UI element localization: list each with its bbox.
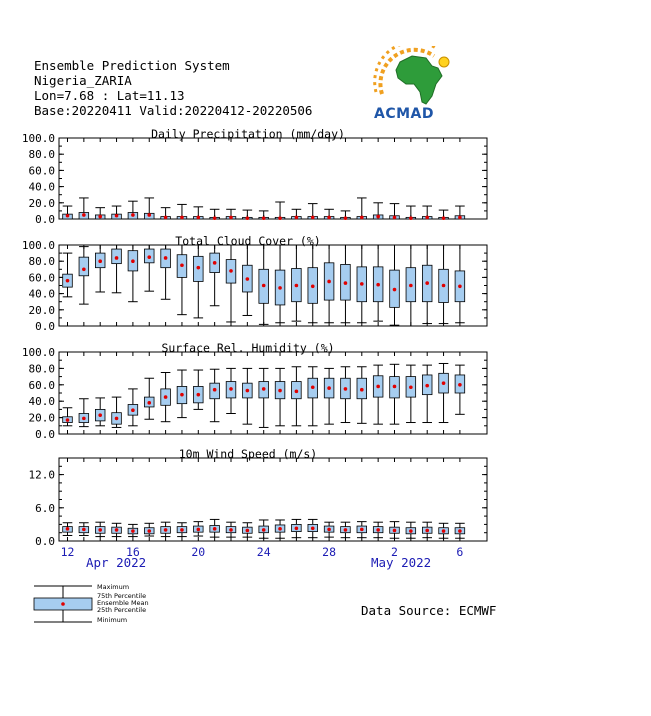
legend-label-minimum: Minimum — [97, 616, 128, 624]
ensemble-mean-dot — [82, 213, 86, 217]
ensemble-mean-dot — [393, 529, 397, 533]
box-1 — [63, 523, 73, 536]
box-16 — [308, 204, 318, 220]
ensemble-mean-dot — [409, 529, 413, 533]
ensemble-mean-dot — [164, 395, 168, 399]
ensemble-mean-dot — [278, 216, 282, 220]
ensemble-mean-dot — [82, 528, 86, 532]
y-tick-label: 40.0 — [28, 395, 55, 409]
ensemble-mean-dot — [82, 268, 86, 272]
box-6 — [144, 378, 154, 419]
box-25 — [455, 206, 465, 219]
ensemble-mean-dot — [311, 216, 315, 220]
ensemble-mean-dot — [360, 282, 364, 286]
y-tick-label: 60.0 — [28, 164, 55, 178]
legend-label-maximum: Maximum — [97, 583, 130, 591]
month-label-may: May 2022 — [371, 555, 432, 570]
box-24 — [439, 210, 449, 220]
logo-wordmark: ACMAD — [374, 106, 434, 122]
y-tick-label: 80.0 — [28, 148, 55, 162]
box-23 — [422, 206, 432, 219]
y-tick-label: 20.0 — [28, 411, 55, 425]
box-15 — [292, 367, 302, 426]
x-tick-label: 12 — [60, 545, 75, 559]
box-legend — [34, 583, 149, 624]
ensemble-mean-dot — [262, 528, 266, 532]
box-24 — [439, 363, 449, 422]
ensemble-mean-dot — [344, 281, 348, 285]
ensemble-mean-dot — [213, 216, 217, 220]
box-11 — [226, 245, 236, 322]
plot-frame — [59, 138, 487, 219]
box-18 — [341, 522, 351, 537]
box-4 — [112, 523, 122, 536]
box-25 — [455, 365, 465, 414]
box-2 — [79, 247, 89, 305]
box-8 — [177, 204, 187, 219]
box-20 — [373, 522, 383, 537]
ensemble-mean-dot — [376, 215, 380, 219]
ensemble-mean-dot — [131, 259, 135, 263]
ensemble-mean-dot — [197, 216, 201, 220]
ensemble-mean-dot — [311, 526, 315, 530]
box-5 — [128, 524, 138, 536]
x-tick-label: 16 — [125, 545, 140, 559]
legend-label-mean: Ensemble Mean — [97, 599, 149, 607]
box-2 — [79, 399, 89, 427]
box-20 — [373, 203, 383, 219]
ensemble-mean-dot — [229, 269, 233, 273]
ensemble-mean-dot — [115, 528, 119, 532]
ensemble-mean-dot — [164, 528, 168, 532]
ensemble-mean-dot — [147, 529, 151, 533]
box-21 — [390, 522, 400, 539]
ensemble-mean-dot — [98, 215, 102, 219]
box-19 — [357, 245, 367, 323]
ensemble-mean-dot — [327, 280, 331, 284]
box-14 — [275, 245, 285, 323]
box-12 — [243, 210, 253, 220]
box-19 — [357, 522, 367, 538]
box-15 — [292, 519, 302, 537]
y-tick-label: 60.0 — [28, 378, 55, 392]
ensemble-mean-dot — [458, 529, 462, 533]
box-3 — [95, 522, 105, 536]
box-4 — [112, 206, 122, 219]
ensemble-mean-dot — [229, 387, 233, 391]
box-16 — [308, 367, 318, 426]
ensemble-mean-dot — [409, 284, 413, 288]
box-13 — [259, 211, 269, 220]
ensemble-mean-dot — [376, 385, 380, 389]
ensemble-mean-dot — [425, 281, 429, 285]
ensemble-mean-dot — [409, 216, 413, 220]
ensemble-mean-dot — [409, 385, 413, 389]
station-coordinates: Lon=7.68 : Lat=11.13 — [34, 88, 185, 103]
ensemble-mean-dot — [66, 279, 70, 283]
ensemble-mean-dot — [147, 213, 151, 217]
box-19 — [357, 198, 367, 219]
y-tick-label: 0.0 — [35, 535, 55, 548]
ensemble-mean-dot — [278, 389, 282, 393]
ensemble-mean-dot — [425, 529, 429, 533]
box-7 — [161, 245, 171, 299]
x-tick-label: 24 — [256, 545, 271, 559]
month-label-april: Apr 2022 — [86, 555, 147, 570]
ensemble-mean-dot — [458, 285, 462, 289]
ensemble-mean-dot — [262, 284, 266, 288]
y-tick-label: 100.0 — [21, 239, 55, 252]
box-21 — [390, 364, 400, 424]
ensemble-mean-dot — [82, 417, 86, 421]
ensemble-mean-dot — [393, 216, 397, 220]
y-tick-label: 40.0 — [28, 287, 55, 301]
panel-title: Daily Precipitation (mm/day) — [151, 127, 345, 141]
ensemble-mean-dot — [295, 284, 299, 288]
ensemble-mean-dot — [131, 529, 135, 533]
box-1 — [63, 206, 73, 219]
x-tick-label: 6 — [456, 545, 464, 559]
box-22 — [406, 206, 416, 220]
box-18 — [341, 367, 351, 423]
box-9 — [194, 245, 204, 318]
y-tick-label: 6.0 — [35, 501, 55, 515]
box-2 — [79, 198, 89, 219]
y-tick-label: 100.0 — [21, 132, 55, 145]
box-25 — [455, 245, 465, 323]
ensemble-mean-dot — [246, 529, 250, 533]
ensemble-mean-dot — [393, 385, 397, 389]
box-24 — [439, 523, 449, 538]
box-1 — [63, 408, 73, 426]
box-3 — [95, 245, 105, 292]
box-9 — [194, 207, 204, 219]
ensemble-mean-dot — [344, 387, 348, 391]
ensemble-mean-dot — [442, 529, 446, 533]
box-1 — [63, 253, 73, 297]
box-21 — [390, 204, 400, 220]
box-9 — [194, 370, 204, 409]
legend-label-p75: 75th Percentile — [97, 592, 147, 600]
box-18 — [341, 245, 351, 323]
y-tick-label: 100.0 — [21, 346, 55, 359]
ensemble-mean-dot — [246, 216, 250, 220]
ensemble-mean-dot — [425, 216, 429, 220]
y-tick-label: 20.0 — [28, 303, 55, 317]
box-7 — [161, 208, 171, 220]
box-6 — [144, 523, 154, 536]
ensemble-mean-dot — [246, 389, 250, 393]
chart-panel-2 — [22, 234, 487, 333]
ensemble-mean-dot — [180, 393, 184, 397]
box-23 — [422, 245, 432, 324]
box-7 — [161, 373, 171, 422]
box-4 — [112, 245, 122, 293]
box-9 — [194, 522, 204, 536]
box-11 — [226, 368, 236, 413]
y-tick-label: 40.0 — [28, 180, 55, 194]
y-tick-label: 0.0 — [35, 428, 55, 441]
ensemble-mean-dot — [147, 255, 151, 259]
box-21 — [390, 245, 400, 325]
ensemble-mean-dot — [115, 214, 119, 218]
ensemble-mean-dot — [98, 413, 102, 417]
ensemble-mean-dot — [164, 256, 168, 260]
box-20 — [373, 365, 383, 424]
ensemble-mean-dot — [344, 528, 348, 532]
ensemble-mean-dot — [213, 261, 217, 265]
box-19 — [357, 367, 367, 424]
y-tick-label: 0.0 — [35, 320, 55, 333]
ensemble-mean-dot — [344, 216, 348, 220]
ensemble-mean-dot — [360, 388, 364, 392]
chart-panel-1 — [22, 127, 487, 226]
y-tick-label: 80.0 — [28, 255, 55, 269]
box-6 — [144, 245, 154, 291]
box-13 — [259, 368, 269, 427]
box-5 — [128, 389, 138, 426]
panel-title: Total Cloud Cover (%) — [175, 234, 321, 248]
box-14 — [275, 368, 285, 425]
ensemble-mean-dot — [213, 527, 217, 531]
box-16 — [308, 245, 318, 323]
box-15 — [292, 245, 302, 321]
interquartile-box — [79, 257, 89, 276]
box-10 — [210, 369, 220, 421]
box-6 — [144, 198, 154, 219]
box-2 — [79, 523, 89, 536]
box-17 — [324, 522, 334, 537]
data-source-note: Data Source: ECMWF — [361, 603, 497, 618]
box-5 — [128, 245, 138, 302]
station-name: Nigeria_ZARIA — [34, 73, 132, 88]
forecast-dates: Base:20220411 Valid:20220412-20220506 — [34, 103, 313, 118]
box-12 — [243, 368, 253, 424]
ensemble-mean-dot — [442, 284, 446, 288]
ensemble-mean-dot — [197, 266, 201, 270]
ensemble-mean-dot — [229, 216, 233, 220]
ensemble-mean-dot — [295, 216, 299, 220]
x-tick-label: 20 — [191, 545, 206, 559]
box-10 — [210, 209, 220, 220]
box-3 — [95, 398, 105, 426]
ensemble-mean-dot — [442, 216, 446, 220]
panel-title: 10m Wind Speed (m/s) — [178, 447, 318, 461]
box-8 — [177, 523, 187, 537]
ensemble-mean-dot — [376, 528, 380, 532]
ensemble-mean-dot — [393, 288, 397, 292]
ensemble-mean-dot — [131, 213, 135, 217]
box-23 — [422, 522, 432, 537]
x-tick-label: 28 — [322, 545, 337, 559]
ensemble-mean-dot — [458, 216, 462, 220]
ensemble-mean-dot — [262, 216, 266, 220]
y-tick-label: 20.0 — [28, 196, 55, 210]
ensemble-mean-dot — [66, 214, 70, 218]
ensemble-mean-dot — [229, 528, 233, 532]
box-14 — [275, 202, 285, 220]
ensemble-mean-dot — [278, 527, 282, 531]
box-13 — [259, 245, 269, 324]
box-16 — [308, 519, 318, 537]
ensemble-mean-dot — [197, 393, 201, 397]
box-25 — [455, 523, 465, 538]
ensemble-mean-dot — [278, 286, 282, 290]
box-5 — [128, 201, 138, 219]
ensemble-mean-dot — [98, 528, 102, 532]
box-24 — [439, 245, 449, 324]
ensemble-mean-dot — [295, 390, 299, 394]
box-23 — [422, 365, 432, 422]
box-18 — [341, 211, 351, 220]
box-13 — [259, 520, 269, 538]
box-11 — [226, 209, 236, 219]
ensemble-mean-dot — [327, 528, 331, 532]
box-17 — [324, 368, 334, 424]
ensemble-mean-dot — [311, 285, 315, 289]
box-4 — [112, 397, 122, 427]
legend-mean-dot — [61, 602, 65, 606]
ensemble-mean-dot — [425, 384, 429, 388]
ensemble-mean-dot — [442, 381, 446, 385]
box-3 — [95, 208, 105, 219]
ensemble-mean-dot — [295, 526, 299, 530]
ensemble-mean-dot — [164, 216, 168, 220]
box-7 — [161, 522, 171, 536]
box-8 — [177, 245, 187, 315]
box-17 — [324, 209, 334, 219]
chart-panel-3 — [22, 341, 487, 441]
ensemble-mean-dot — [360, 216, 364, 220]
ensemble-mean-dot — [180, 263, 184, 267]
ensemble-mean-dot — [197, 528, 201, 532]
x-tick-label: 2 — [391, 545, 398, 559]
legend-label-p25: 25th Percentile — [97, 606, 147, 614]
y-tick-label: 80.0 — [28, 362, 55, 376]
box-20 — [373, 245, 383, 321]
ensemble-mean-dot — [360, 528, 364, 532]
ensemble-mean-dot — [458, 383, 462, 387]
ensemble-mean-dot — [180, 216, 184, 220]
box-8 — [177, 370, 187, 418]
y-tick-label: 0.0 — [35, 213, 55, 226]
box-11 — [226, 522, 236, 537]
box-17 — [324, 245, 334, 323]
box-10 — [210, 245, 220, 306]
ensemble-mean-dot — [213, 388, 217, 392]
ensemble-mean-dot — [131, 408, 135, 412]
box-12 — [243, 245, 253, 315]
ensemble-mean-dot — [311, 385, 315, 389]
ensemble-mean-dot — [327, 216, 331, 220]
ensemble-mean-dot — [115, 256, 119, 260]
y-tick-label: 12.0 — [28, 468, 55, 482]
ensemble-mean-dot — [115, 417, 119, 421]
ensemble-mean-dot — [98, 259, 102, 263]
chart-panel-4 — [29, 447, 488, 548]
box-14 — [275, 520, 285, 538]
system-title: Ensemble Prediction System — [34, 58, 230, 73]
ensemble-mean-dot — [66, 418, 70, 422]
ensemble-mean-dot — [262, 387, 266, 391]
box-22 — [406, 245, 416, 326]
box-22 — [406, 522, 416, 538]
box-10 — [210, 519, 220, 537]
box-15 — [292, 209, 302, 219]
y-tick-label: 60.0 — [28, 271, 55, 285]
ensemble-mean-dot — [327, 386, 331, 390]
box-12 — [243, 523, 253, 537]
ensemble-mean-dot — [376, 283, 380, 287]
ensemble-mean-dot — [66, 527, 70, 531]
ensemble-mean-dot — [246, 277, 250, 281]
ensemble-mean-dot — [180, 528, 184, 532]
box-22 — [406, 365, 416, 422]
ensemble-mean-dot — [147, 401, 151, 405]
panel-title: Surface Rel. Humidity (%) — [161, 341, 335, 355]
